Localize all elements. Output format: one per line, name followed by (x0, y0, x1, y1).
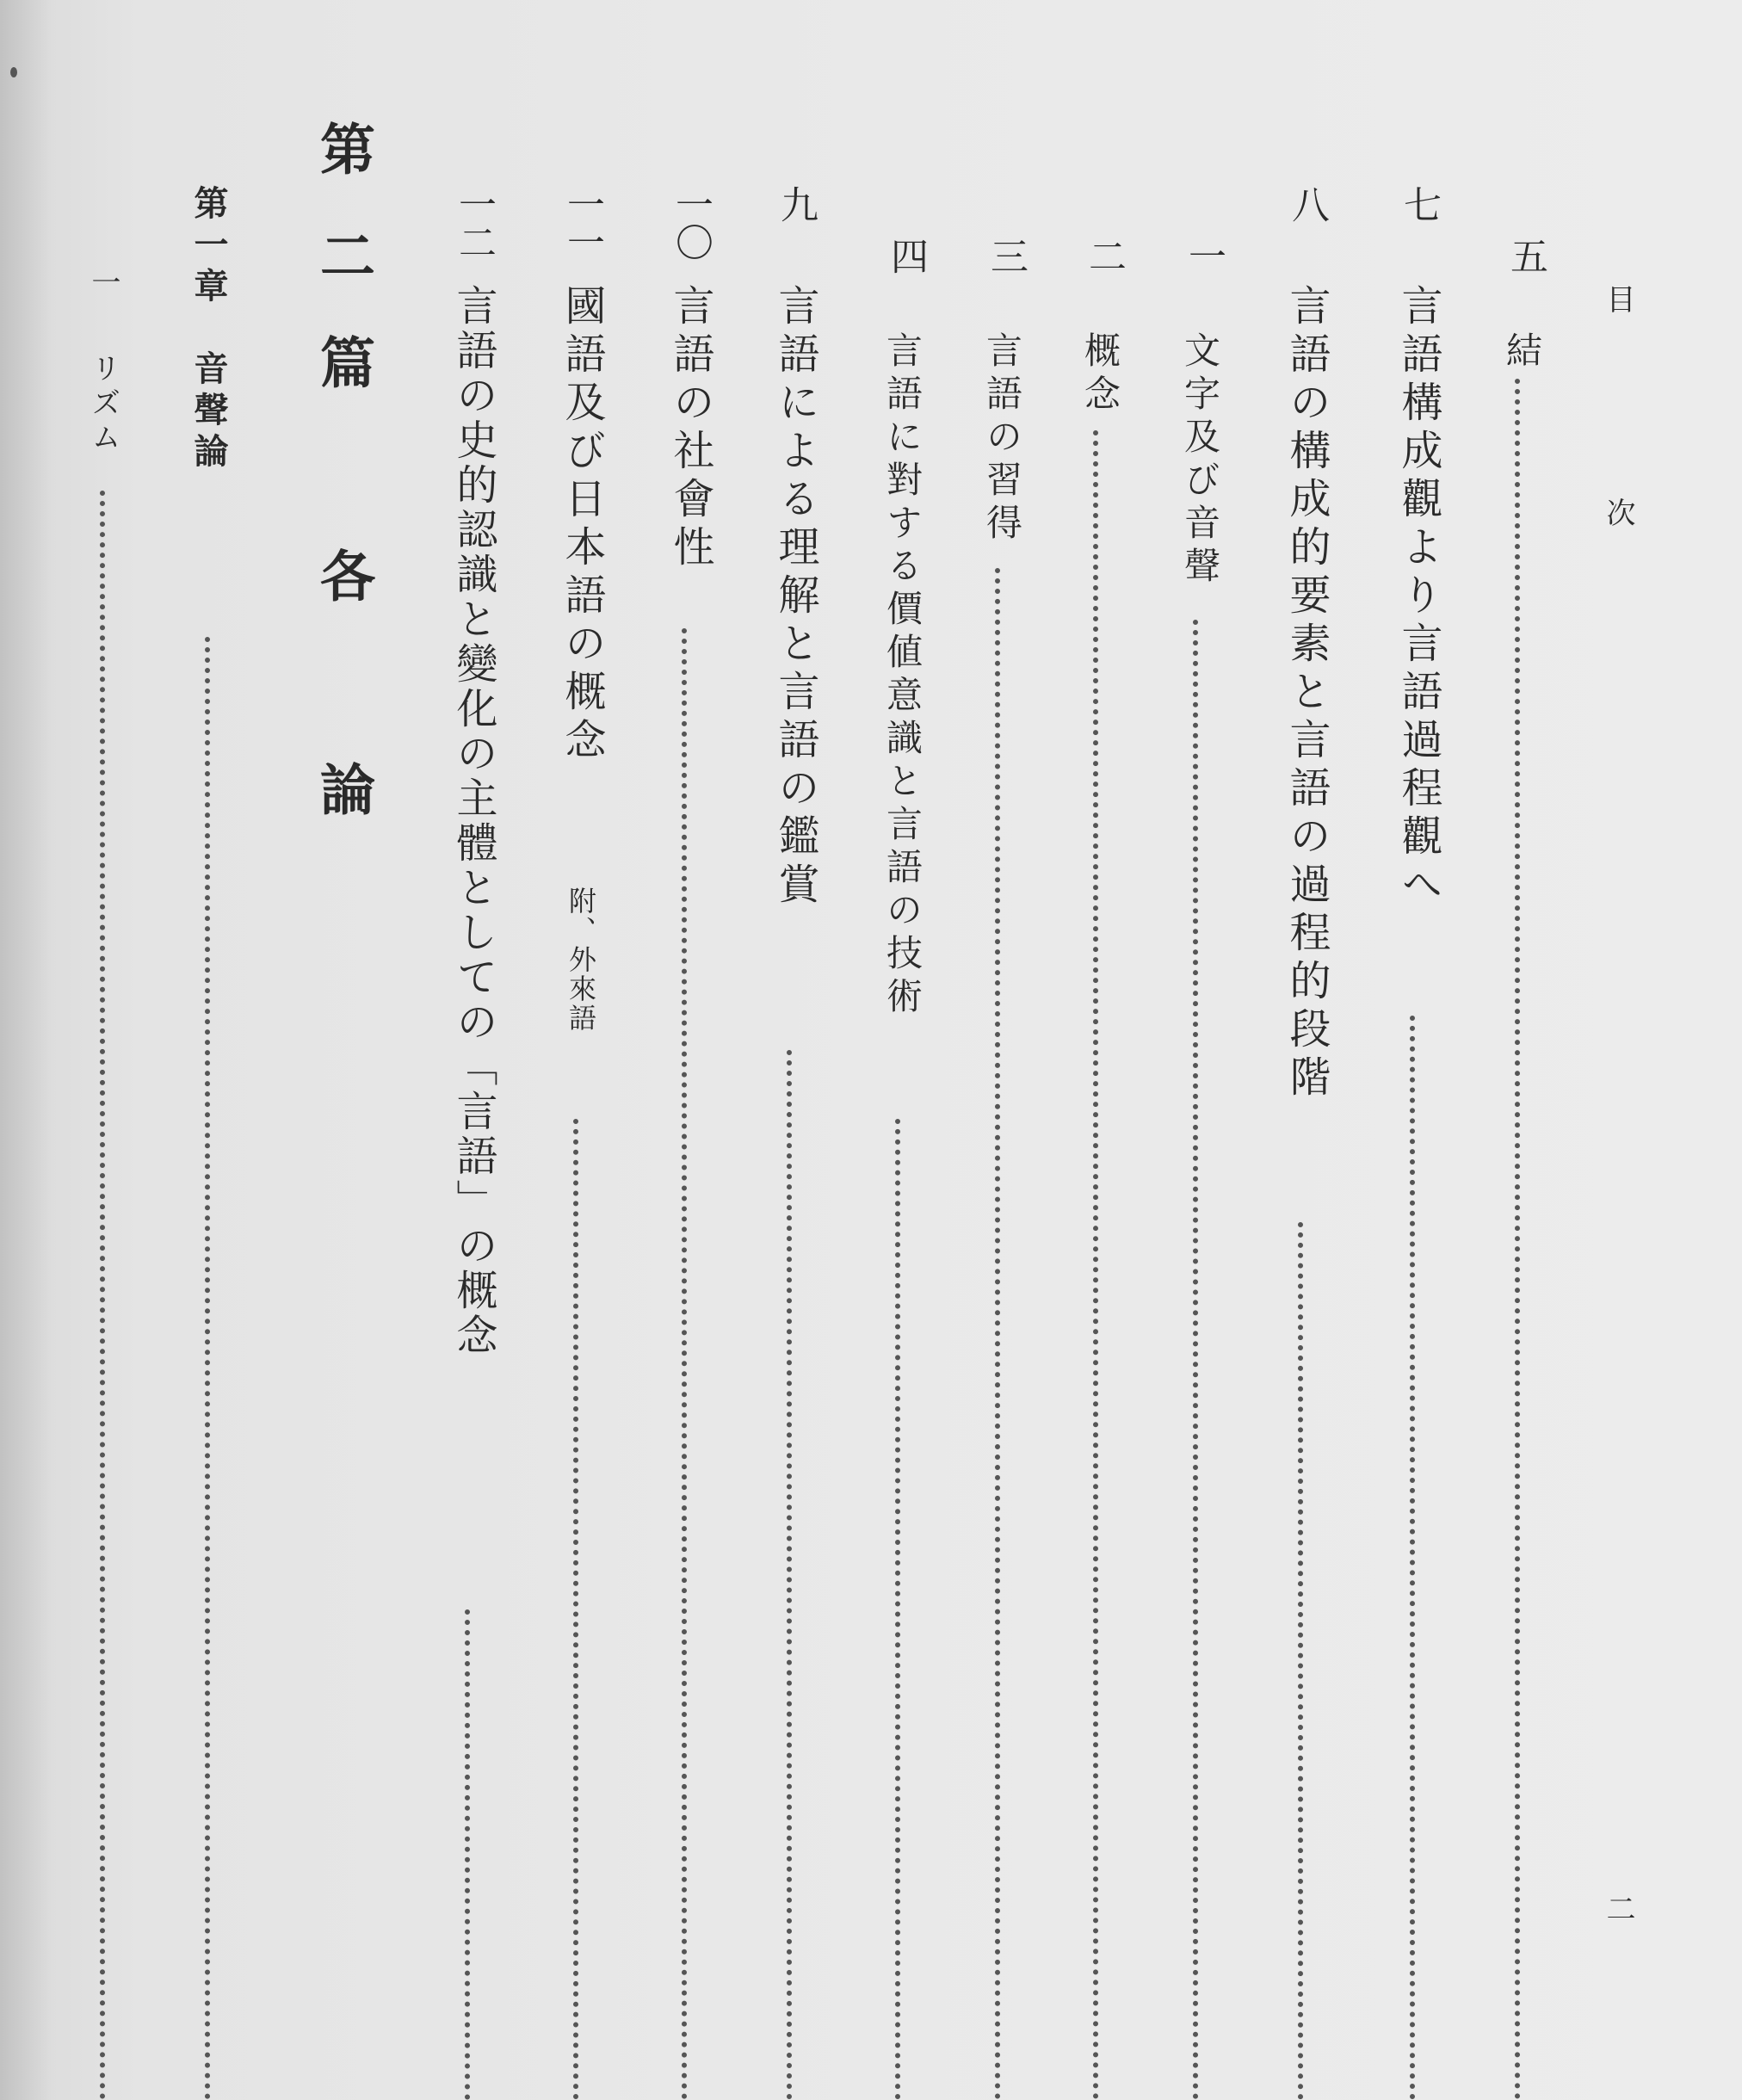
toc-entry-title: 言語による理解と言語の鑑賞 (771, 284, 819, 911)
toc-entry-title: 言語の史的認識と變化の主體としての「言語」の概念 (449, 284, 497, 1358)
toc-entry-number: 五 (1504, 237, 1547, 275)
toc-leader-dots (995, 568, 1000, 2100)
page-number: 二 (1601, 1893, 1635, 1923)
toc-entry-number: 四 (884, 237, 928, 275)
toc-entry-number: 一一 (560, 185, 604, 261)
toc-leader-dots (100, 491, 105, 2100)
toc-entry-number: 二 (1082, 237, 1126, 275)
toc-leader-dots (465, 1609, 470, 2100)
toc-leader-dots (573, 1119, 578, 2100)
toc-entry-title: 概念 (1079, 331, 1121, 417)
toc-entry-number: 一 (1182, 237, 1226, 275)
ink-speck (10, 67, 17, 77)
section-title: リズム (86, 353, 120, 456)
toc-entry-number: 九 (774, 185, 818, 223)
part-heading: 第二篇 各 論 (311, 120, 375, 868)
toc-leader-dots (895, 1119, 900, 2100)
page-gutter-shadow (0, 0, 52, 2100)
toc-leader-dots (1093, 430, 1098, 2100)
toc-entry-title: 言語の習得 (981, 331, 1023, 547)
toc-entry-title: 結 (1501, 331, 1543, 374)
toc-entry-title: 國語及び日本語の概念 (558, 284, 606, 766)
toc-entry-note: 附、外來語 (565, 886, 597, 1033)
toc-entry-title: 言語に對する價値意識と言語の技術 (881, 331, 924, 1020)
toc-entry-title: 言語の構成的要素と言語の過程的段階 (1282, 284, 1331, 1103)
toc-leader-dots (1193, 620, 1198, 2100)
running-header-title: 目 次 (1601, 284, 1635, 604)
toc-leader-dots (1410, 1016, 1415, 2100)
toc-leader-dots (1515, 379, 1520, 2100)
chapter-heading: 第一章 音聲論 (188, 185, 229, 474)
toc-entry-number: 一二 (452, 185, 496, 261)
toc-leader-dots (1298, 1222, 1303, 2100)
toc-leader-dots (787, 1050, 792, 2100)
toc-entry-title: 文字及び音聲 (1179, 331, 1221, 590)
toc-entry-number: 八 (1285, 185, 1329, 223)
toc-leader-dots (682, 628, 687, 2100)
toc-entry-title: 言語の社會性 (666, 284, 714, 573)
toc-entry-number: 一〇 (669, 185, 713, 261)
toc-entry-title: 言語構成觀より言語過程觀へ (1394, 284, 1442, 911)
toc-entry-number: 三 (984, 237, 1028, 275)
toc-leader-dots (205, 637, 210, 2100)
section-number: 一 (86, 267, 120, 301)
toc-entry-number: 七 (1397, 185, 1441, 223)
